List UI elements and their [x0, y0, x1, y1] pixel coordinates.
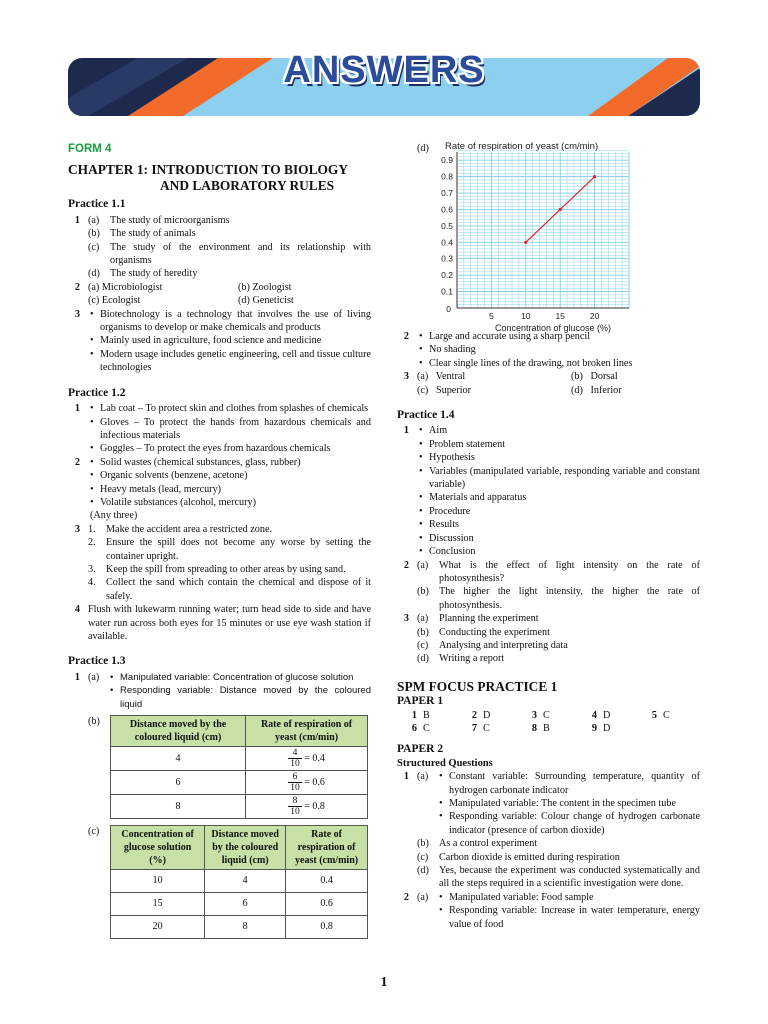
table-cell: 10 [111, 870, 205, 893]
answer-text: The study of the environment and its relationship with organisms [110, 241, 371, 267]
label: (c) [417, 639, 429, 651]
table-cell: 6 [205, 893, 286, 916]
bullet-item: • Clear single lines of the drawing, not broken lines [397, 357, 700, 370]
table-row [111, 771, 368, 795]
paper-1-heading: PAPER 1 [397, 695, 444, 708]
left-column [68, 140, 371, 939]
label: (b) [88, 228, 100, 240]
bullet-item: • Lab coat – To protect skin and clothes from splashes of chemicals [68, 402, 371, 415]
mc-answer: 9 D [591, 722, 611, 734]
bullet-item: • Manipulated variable: Food sample [397, 891, 700, 904]
mc-answer: 7 C [471, 722, 490, 734]
bullet-item: • Large and accurate using a sharp pencil [397, 330, 700, 343]
table-cell: 20 [111, 916, 205, 939]
table-header: Distance moved by the coloured liquid (cm) [111, 716, 246, 747]
table-cell: $\frac{8}{10}$ = 0.8 [246, 795, 368, 819]
bullet-item: • Aim [397, 424, 700, 437]
bullet-item: • Constant variable: Surrounding temperature, quantity of hydrogen carbonate indicator [397, 770, 700, 797]
x-tick-label: 15 [555, 311, 565, 321]
paper-2-heading: PAPER 2 [397, 743, 444, 756]
table-b [110, 715, 368, 819]
table-row [111, 747, 368, 771]
table-cell: 8 [205, 916, 286, 939]
answer-text: Geneticist [252, 295, 294, 307]
answer-text: Conducting the experiment [439, 626, 550, 638]
label: (c) [417, 384, 429, 396]
table-row [111, 795, 368, 819]
answer-text: The study of heredity [110, 268, 198, 280]
p12-q4: 4 Flush with lukewarm running water; turn head side to side and have water run across both eyes for 15 minutes or use eye wash station if available. [68, 603, 371, 643]
y-tick-label: 0.8 [441, 171, 453, 182]
bullet-item: • Materials and apparatus [397, 491, 700, 504]
banner-title: ANSWERS [283, 49, 485, 91]
p13-q2: 2 • Large and accurate using a sharp pencil • No shading • Clear single lines of the drawing, not broken lines [397, 330, 700, 370]
y-tick-label: 0.9 [441, 155, 453, 166]
bullet-item: • Variables (manipulated variable, responding variable and constant variable) [397, 465, 700, 492]
p14-q1: 1 • Aim • Problem statement • Hypothesis • Variables (manipulated variable, responding variable and constant variable) • Materials and apparatus • Procedure • Results • Discussion • Conclusion [397, 424, 700, 558]
data-point [593, 175, 596, 178]
bullet-item: • Results [397, 518, 700, 531]
bullet-item: • Discussion [397, 532, 700, 545]
answer-text: Carbon dioxide is emitted during respiration [439, 851, 620, 863]
chart-title: Rate of respiration of yeast (cm/min) [445, 141, 599, 152]
answer-text: What is the effect of light intensity on the rate of photosynthesis? [439, 559, 700, 584]
table-cell: 4 [111, 747, 246, 771]
mc-answer: 5 C [651, 709, 670, 721]
p14-q3: 3 (a) Planning the experiment (b) Conducting the experiment (c) Analysing and interpreting data (d) Writing a report [397, 612, 700, 666]
bullet-item: • Responding variable: Increase in water temperature, energy value of food [397, 904, 700, 931]
spm-q2: 2 (a) • Manipulated variable: Food sample • Responding variable: Increase in water temperature, energy value of food [397, 891, 700, 931]
y-tick-label: 0.5 [441, 220, 453, 231]
bullet-item: • Manipulated variable: The content in the specimen tube [397, 797, 700, 810]
answer-text: As a control experiment [439, 838, 538, 850]
mc-answer: 1 B [411, 709, 430, 721]
p12-q2: 2 • Solid wastes (chemical substances, glass, rubber) • Organic solvents (benzene, acetone) • Heavy metals (lead, mercury) • Volatile substances (alcohol, mercury) (Any three) [68, 456, 371, 523]
p12-q3: 3 1. Make the accident area a restricted zone. 2. Ensure the spill does not become any worse by setting the container upright. 3. Keep the spill from spreading to other areas by using sand. 4. Collect the sand which contain the chemical and dispose of it safely. [68, 523, 371, 603]
table-cell: $\frac{6}{10}$ = 0.6 [246, 771, 368, 795]
label: 3. [88, 563, 96, 575]
note: (Any three) [90, 510, 138, 522]
answer-text: The study of animals [110, 228, 196, 240]
chapter-title-line2: AND LABORATORY RULES [160, 178, 335, 194]
p13-q1b: (b) Distance moved by the coloured liquid (cm) Rate of respiration of yeast (cm/min) 4 $\frac{4}{10}$ = 0.4 6 $\frac{6}{10}$ = 0.6 8 $\frac{8}{10}$ = 0.8 [68, 715, 371, 819]
bullet-item: • Solid wastes (chemical substances, glass, rubber) [68, 456, 371, 469]
x-tick-label: 10 [521, 311, 531, 321]
label: (d) [417, 653, 429, 665]
table-cell: 8 [111, 795, 246, 819]
label: (b) [571, 371, 583, 383]
answer-text: Microbiologist [101, 281, 163, 293]
p13-q3: 3 (a) Ventral (b) Dorsal (c) Superior (d) Inferior [403, 371, 622, 396]
y-tick-label: 0.7 [441, 188, 453, 199]
table-cell: 0.8 [286, 916, 368, 939]
table-c [110, 825, 368, 939]
bullet-item: • Problem statement [397, 438, 700, 451]
table-header: Distance moved by the coloured liquid (cm) [205, 826, 286, 870]
table-cell: 0.6 [286, 893, 368, 916]
answer-text: Zoologist [252, 281, 292, 293]
label: (c) [417, 851, 429, 863]
label: (a) [417, 559, 429, 571]
answer-text: Ensure the spill does not become any worse by setting the container upright. [106, 537, 371, 562]
structured-questions-heading: Structured Questions [397, 757, 493, 769]
practice-1-3-heading: Practice 1.3 [68, 655, 126, 668]
x-tick-label: 5 [489, 311, 494, 321]
x-axis-label: Concentration of glucose (%) [494, 323, 612, 333]
label: (d) [571, 384, 583, 396]
chapter-title [68, 162, 371, 194]
label: (a) [88, 214, 100, 226]
p11-q1: 1 (a) The study of microorganisms (b) The study of animals (c) The study of the environment and its relationship with organisms (d) The study of heredity [68, 214, 371, 281]
bullet-item: • No shading [397, 343, 700, 356]
y-tick-label: 0.1 [441, 286, 453, 297]
answer-text: Inferior [590, 384, 622, 396]
answer-text: Writing a report [439, 653, 505, 665]
page-number: 1 [380, 975, 388, 990]
right-column [397, 140, 700, 931]
answer-text: Yes, because the experiment was conducted systematically and all the steps required in a scientific investigation were done. [439, 865, 700, 890]
label: (c) [88, 241, 100, 253]
label: (b) [417, 838, 429, 850]
p12-q1: 1 • Lab coat – To protect skin and clothes from splashes of chemicals • Gloves – To protect the hands from hazardous chemicals and infectious materials • Goggles – To protect the eyes from hazardous chemicals [68, 402, 371, 456]
table-cell: 4 [205, 870, 286, 893]
bullet-item: • Procedure [397, 505, 700, 518]
bullet-item: • Volatile substances (alcohol, mercury) [68, 496, 371, 509]
respiration-chart [425, 140, 655, 336]
data-point [559, 208, 562, 211]
p11-q2: 2 (a) Microbiologist (b) Zoologist (c) Ecologist (d) Geneticist [74, 281, 294, 307]
x-tick-label: 20 [589, 311, 600, 321]
y-tick-label: 0.6 [441, 204, 453, 215]
label: (c) [88, 295, 100, 307]
label: (a) [88, 281, 100, 293]
p13-q1a: 1 (a) • Manipulated variable: Concentration of glucose solution • Responding variable: Distance moved by the coloured liquid [68, 671, 371, 711]
answer-text: Make the accident area a restricted zone. [106, 523, 273, 535]
bullet-item: • Responding variable: Colour change of hydrogen carbonate indicator (presence of carbon dioxide) [397, 810, 700, 837]
chapter-title-line1: CHAPTER 1: INTRODUCTION TO BIOLOGY [68, 162, 349, 178]
answer-text: Ventral [435, 371, 466, 383]
p14-q2: 2 (a) What is the effect of light intensity on the rate of photosynthesis? (b) The higher the light intensity, the higher the rate of photosynthesis. [397, 559, 700, 613]
bullet-item: • Responding variable: Distance moved by the coloured liquid [68, 684, 371, 711]
label: (b) [417, 626, 429, 638]
label: 4. [88, 577, 96, 589]
p13-q1c: (c) Concentration of glucose solution (%) Distance moved by the coloured liquid (cm) Rate of respiration of yeast (cm/min) 10 4 0.4 15 6 0.6 20 8 0.8 [68, 825, 371, 939]
bullet-item: • Modern usage includes genetic engineering, cell and tissue culture technologies [68, 348, 371, 375]
table-header: Rate of respiration of yeast (cm/min) [246, 716, 368, 747]
label: 2. [88, 537, 96, 549]
answer-text: Keep the spill from spreading to other areas by using sand. [106, 563, 346, 575]
label: (d) [238, 295, 250, 307]
bullet-item: • Heavy metals (lead, mercury) [68, 483, 371, 496]
label: (b) [417, 586, 429, 598]
answer-text: Dorsal [590, 371, 618, 383]
bullet-item: • Organic solvents (benzene, acetone) [68, 469, 371, 482]
form-heading: FORM 4 [68, 143, 112, 155]
answer-text: The higher the light intensity, the higher the rate of photosynthesis. [439, 586, 700, 611]
bullet-item: • Gloves – To protect the hands from hazardous chemicals and infectious materials [68, 416, 371, 443]
p11-q3: 3 • Biotechnology is a technology that involves the use of living organisms to develop or make chemicals and products • Mainly used in agriculture, food science and medicine • Modern usage includes genetic engineering, cell and tissue culture technologies [68, 308, 371, 375]
table-row [111, 916, 368, 939]
table-row [111, 893, 368, 916]
spm-q1: 1 (a) • Constant variable: Surrounding temperature, quantity of hydrogen carbonate indicator • Manipulated variable: The content in the specimen tube • Responding variable: Colour change of hydrogen carbonate indicator (presence of carbon dioxide) (b) As a control experiment (c) Carbon dioxide is emitted during respiration (d) Yes, because the experiment was conducted systematically and all the steps required in a scientific investigation were done. [397, 770, 700, 891]
label: (a) [417, 613, 429, 625]
y-tick-label: 0.2 [441, 270, 453, 281]
mc-answer: 3 C [531, 709, 550, 721]
table-cell: 6 [111, 771, 246, 795]
table-cell: 0.4 [286, 870, 368, 893]
bullet-item: • Manipulated variable: Concentration of glucose solution [68, 671, 371, 684]
answer-text: Analysing and interpreting data [439, 639, 568, 651]
origin-label: 0 [446, 304, 451, 314]
table-cell: $\frac{4}{10}$ = 0.4 [246, 747, 368, 771]
table-header: Rate of respiration of yeast (cm/min) [286, 826, 368, 870]
label: (d) [417, 865, 429, 877]
label: (a) [417, 371, 429, 383]
answer-text: Collect the sand which contain the chemical and dispose of it safely. [106, 577, 371, 602]
answer-text: Flush with lukewarm running water; turn head side to side and have water run across both eyes for 15 minutes or use eye wash station if available. [88, 604, 371, 642]
answer-text: The study of microorganisms [110, 214, 230, 226]
bullet-item: • Biotechnology is a technology that involves the use of living organisms to develop or make chemicals and products [68, 308, 371, 335]
practice-1-4-heading: Practice 1.4 [397, 409, 455, 422]
mc-answer: 6 C [411, 722, 430, 734]
answer-text: Superior [435, 384, 472, 396]
label: 1. [88, 523, 96, 535]
graph-block: (d) Rate of respiration of yeast (cm/min) 0.1 0.2 0.3 0.4 0.5 0.6 0.7 0.8 0.9 0 5 10 15 20 Concentration of glucose (%) [397, 140, 700, 330]
data-point [524, 241, 527, 244]
table-row [111, 870, 368, 893]
bullet-item: • Conclusion [397, 545, 700, 558]
y-tick-label: 0.3 [441, 253, 453, 264]
label: (b) [238, 281, 250, 293]
answer-text: Planning the experiment [439, 613, 539, 625]
paper-1-answers [397, 709, 700, 736]
practice-1-2-heading: Practice 1.2 [68, 386, 126, 399]
label: (d) [88, 268, 100, 280]
bullet-item: • Mainly used in agriculture, food science and medicine [68, 334, 371, 347]
bullet-item: • Goggles – To protect the eyes from hazardous chemicals [68, 442, 371, 455]
spm-heading: SPM FOCUS PRACTICE 1 [397, 678, 558, 694]
practice-1-1-heading: Practice 1.1 [68, 198, 126, 211]
mc-answer: 4 D [591, 709, 611, 721]
bullet-item: • Hypothesis [397, 451, 700, 464]
table-cell: 15 [111, 893, 205, 916]
y-tick-label: 0.4 [441, 237, 453, 248]
mc-answer: 2 D [471, 709, 491, 721]
table-header: Concentration of glucose solution (%) [111, 826, 205, 870]
answer-text: Ecologist [101, 295, 141, 307]
mc-answer: 8 B [531, 722, 550, 734]
